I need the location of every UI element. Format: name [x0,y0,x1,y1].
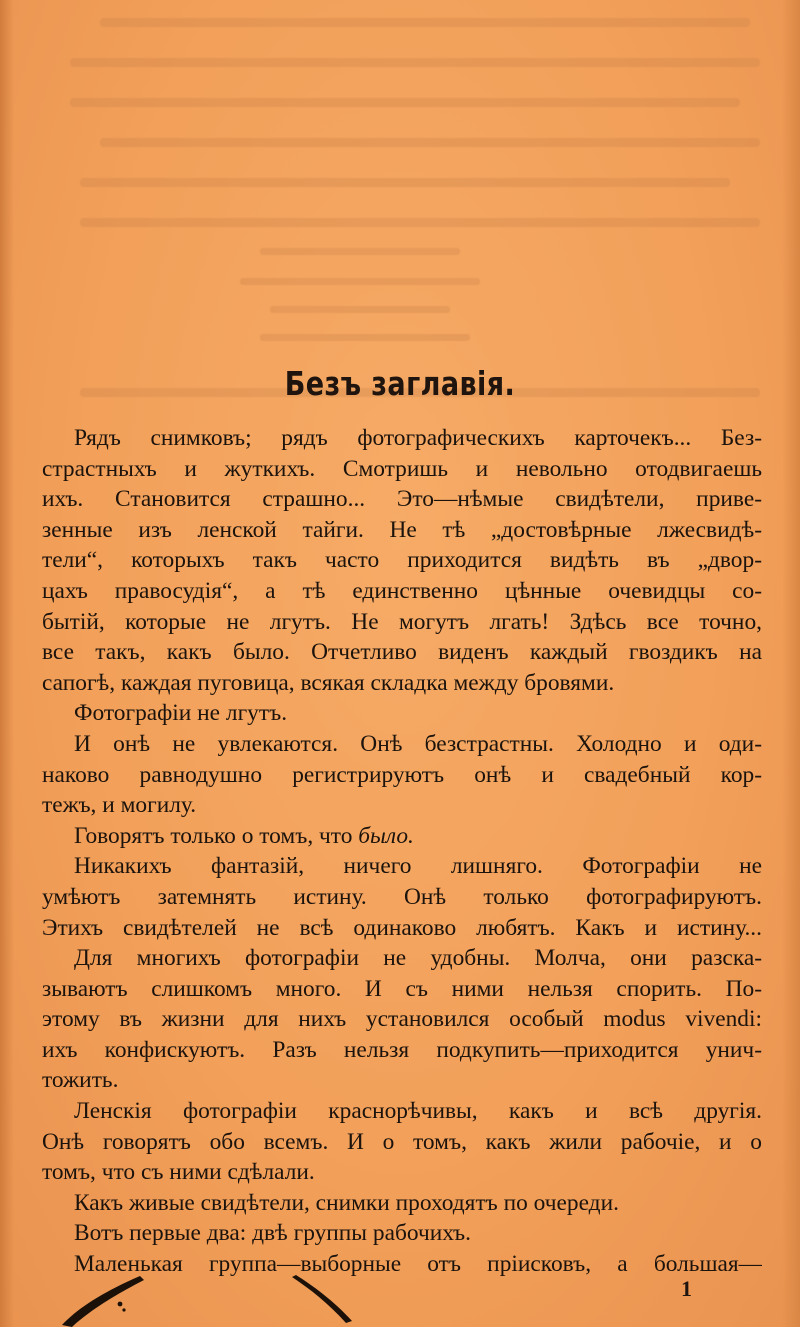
text-line: Никакихъ фантазій, ничего лишняго. Фотографіи не [74,853,762,880]
text-line: Для многихъ фотографіи не удобны. Молча, они разска- [74,945,762,972]
italic-word: было. [358,822,414,849]
text-line: сапогѣ, каждая пуговица, всякая складка между бровями. [42,669,615,696]
ink-smudge-mark [58,1270,178,1327]
text-line: Фотографіи не лгутъ. [74,700,288,727]
paragraph-8 [42,1188,762,1219]
paragraph-3 [42,729,762,821]
page-edge-shadow-right [782,0,800,1327]
text-line: страстныхъ и жуткихъ. Смотришь и невольно отодвигаешь [42,455,762,482]
text-line: тежъ, и могилу. [42,792,197,819]
text-line: Онѣ говорятъ обо всемъ. И о томъ, какъ жили рабочіе, и о [42,1128,762,1155]
page-number: 1 [681,1276,692,1301]
text-line: наково равнодушно регистрируютъ онѣ и свадебный кор- [42,761,762,788]
text-line: Этихъ свидѣтелей не всѣ одинаково любятъ. Какъ и истину... [42,914,762,941]
text-run: Говорятъ только о томъ, что [74,822,353,849]
text-line: зываютъ слишкомъ много. И съ ними нельзя спорить. По- [42,975,762,1002]
paragraph-2 [42,698,762,729]
text-line: зенные изъ ленской тайги. Не тѣ „достовѣрные лжесвидѣ- [42,516,762,543]
paragraph-1 [42,423,762,698]
text-line: Рядъ снимковъ; рядъ фотографическихъ карточекъ... Без- [74,425,762,451]
paragraph-4 [42,821,762,852]
text-line: Какъ живые свидѣтели, снимки проходятъ по очереди. [74,1189,619,1216]
paragraph-7 [42,1096,762,1188]
paragraph-6 [42,943,762,1096]
paragraph-9 [42,1218,762,1249]
bleed-through-texture [60,0,760,420]
chapter-title: Безъ заглавія. [284,364,516,403]
text-line: цахъ правосудія“, а тѣ единственно цѣнные очевидцы со- [42,577,762,604]
text-line: Вотъ первые два: двѣ группы рабочихъ. [74,1220,471,1247]
text-line: этому въ жизни для нихъ установился особый modus vivendi: [42,1006,762,1033]
text-line: Ленскія фотографіи краснорѣчивы, какъ и всѣ другія. [74,1098,762,1125]
text-line: все такъ, какъ было. Отчетливо виденъ каждый гвоздикъ на [42,639,762,666]
text-line: ихъ. Становится страшно... Это—нѣмые свидѣтели, приве- [42,486,762,513]
text-line: бытій, которые не лгутъ. Не могутъ лгать! Здѣсь все точно, [42,608,762,635]
text-line: умѣютъ затемнять истину. Онѣ только фотографируютъ. [42,883,762,910]
paragraph-5 [42,851,762,943]
text-line: тожить. [42,1067,119,1094]
ink-smudge-mark [290,1275,360,1327]
text-line: ихъ конфискуютъ. Разъ нельзя подкупить—приходится унич- [42,1036,762,1063]
body-text [42,423,762,1280]
text-line: томъ, что съ ними сдѣлали. [42,1159,315,1186]
text-line [42,821,762,852]
text-line: Маленькая группа—выборные отъ пріисковъ, а большая— [74,1251,762,1278]
text-line: тели“, которыхъ такъ часто приходится видѣть въ „двор- [42,547,762,574]
page-edge-shadow-left [0,0,14,1327]
text-line: И онѣ не увлекаются. Онѣ безстрастны. Холодно и оди- [74,730,762,757]
